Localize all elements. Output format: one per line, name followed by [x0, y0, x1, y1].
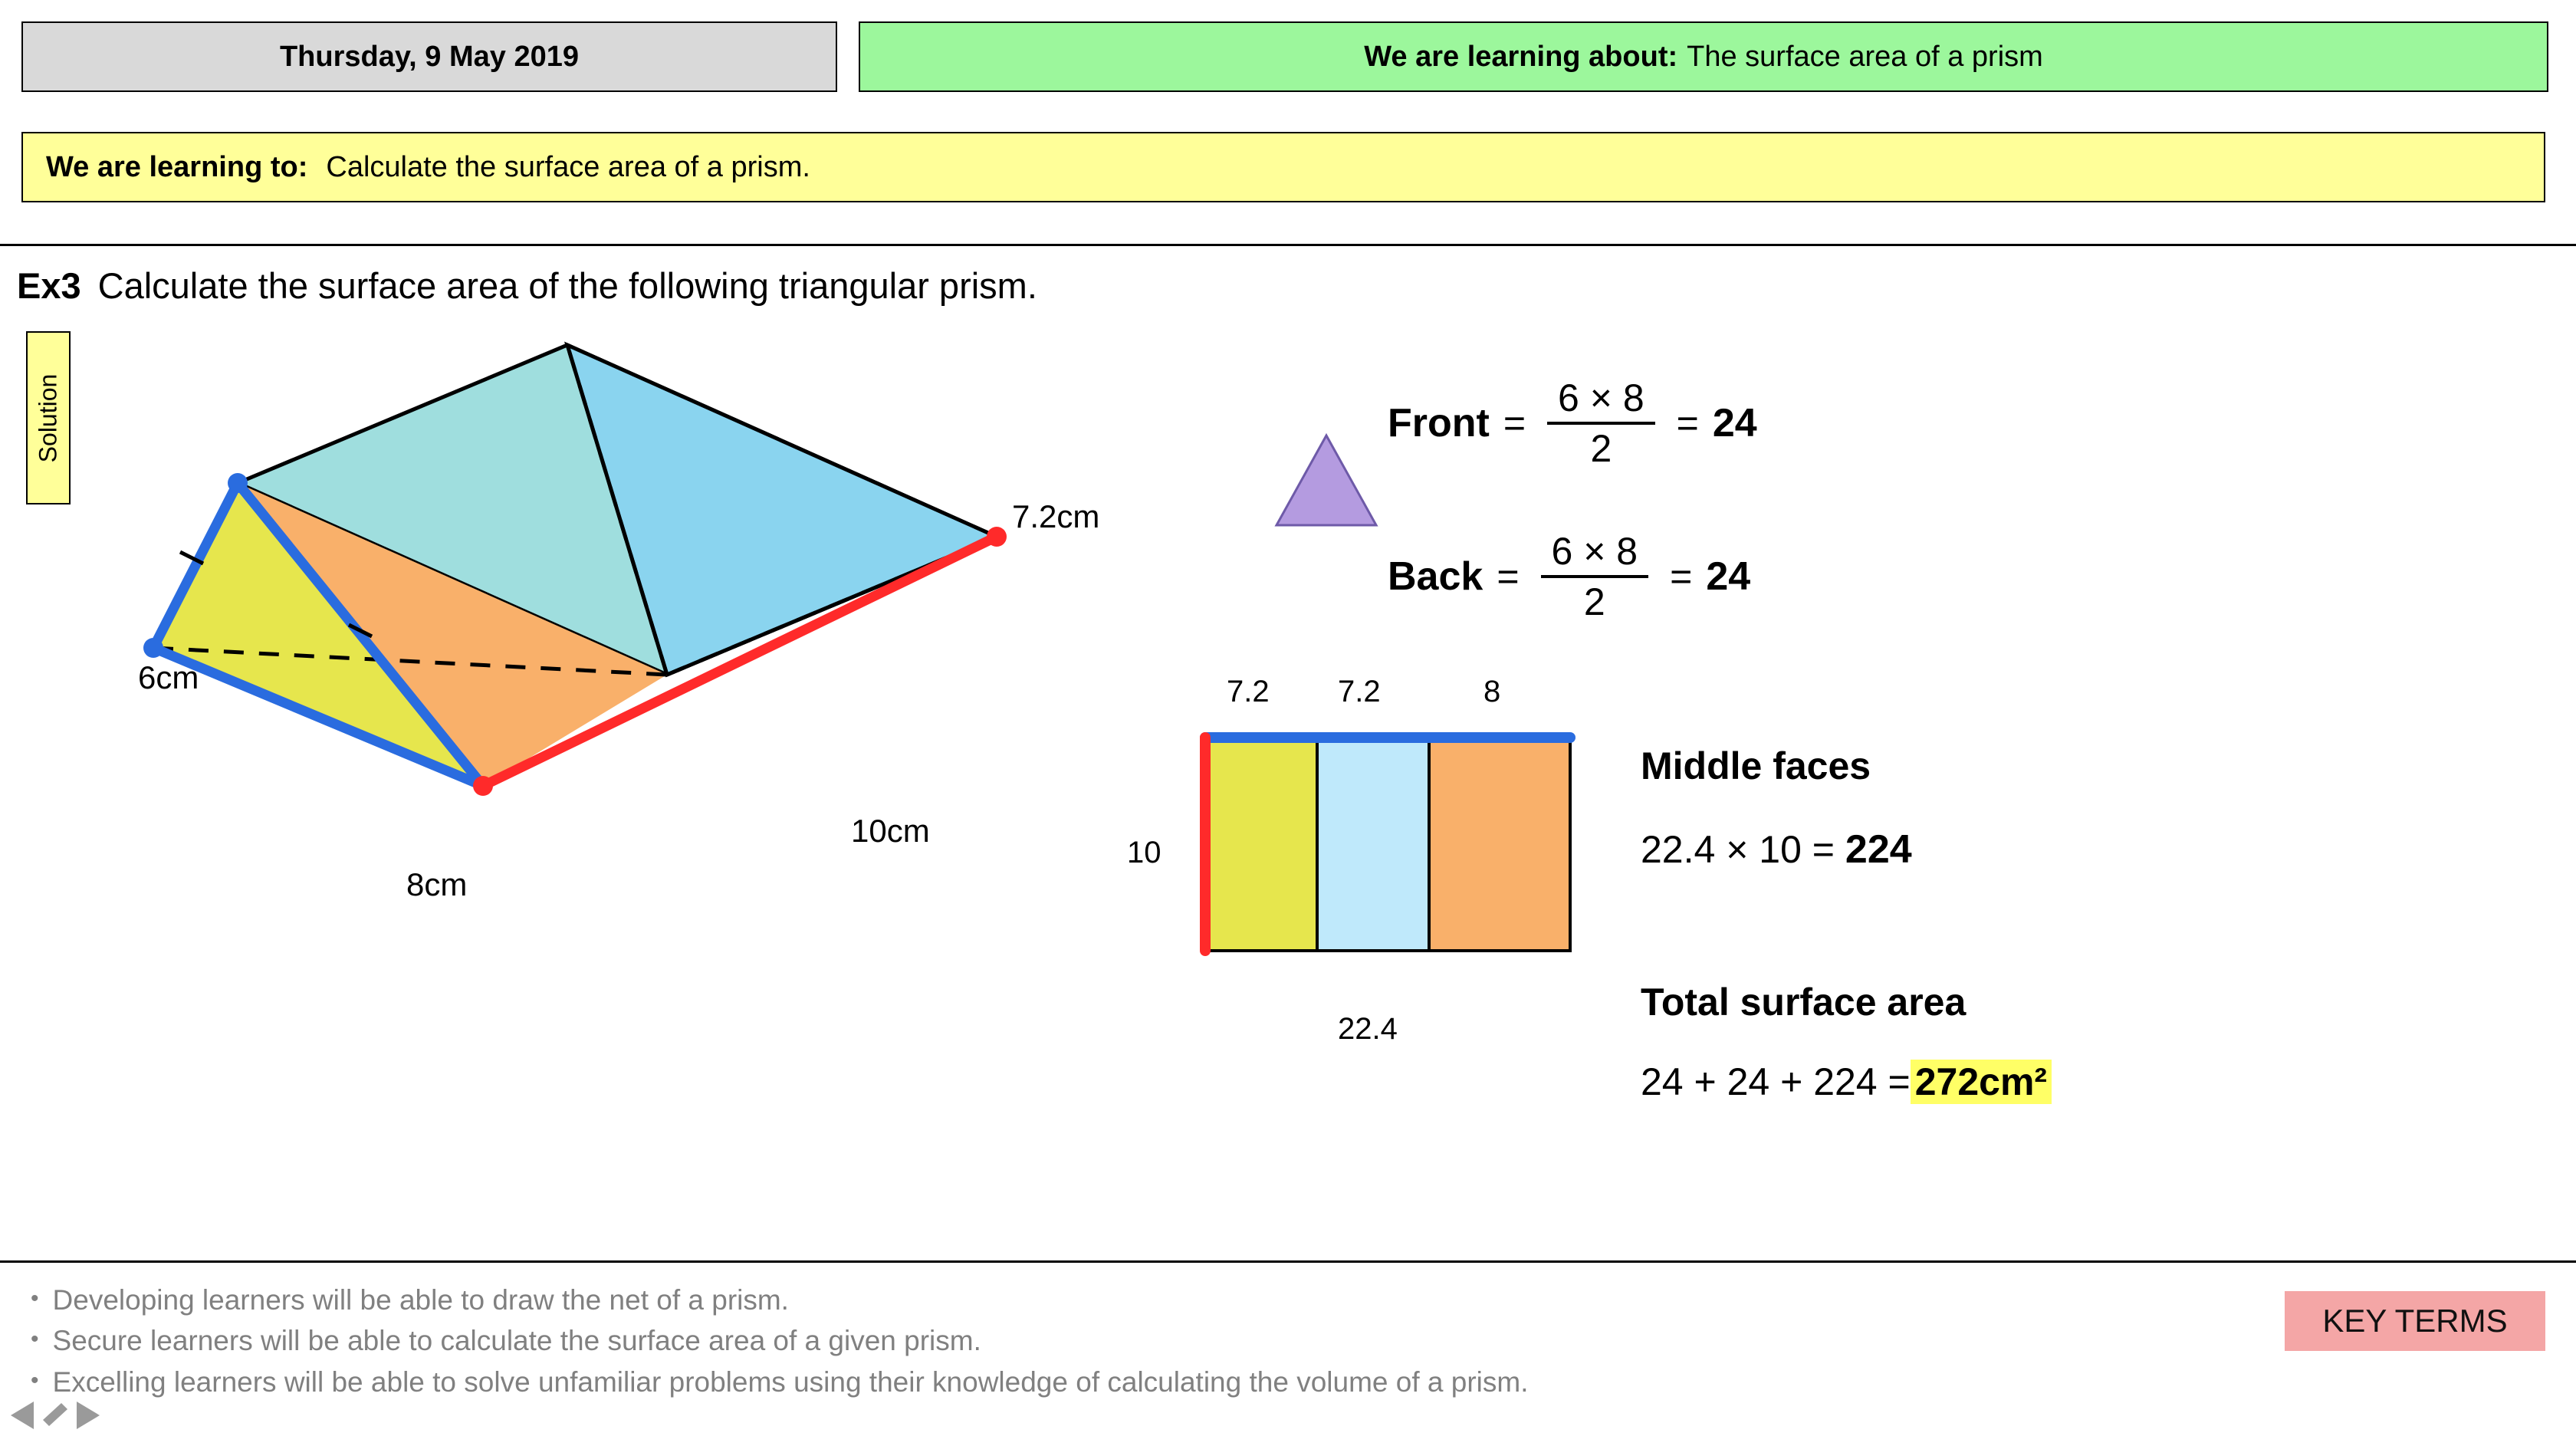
question-line — [17, 262, 2394, 308]
total-surface-area-title: Total surface area — [1641, 981, 1967, 1024]
objective-text: Excelling learners will be able to solve unfamiliar problems using their knowledge of calculating the volume of a prism. — [52, 1365, 1529, 1398]
learning-about-text: The surface area of a prism — [1687, 40, 2043, 73]
vertex-dot-right — [987, 527, 1007, 547]
net-face-orange — [1429, 738, 1570, 951]
date-banner — [21, 21, 837, 92]
triangle-icon — [1273, 429, 1380, 529]
prism-base-label: 8cm — [406, 866, 468, 902]
middle-faces-expression: 22.4 × 10 = — [1641, 828, 1845, 871]
net-top-label-b: 7.2 — [1338, 675, 1381, 708]
date-text: Thursday, 9 May 2019 — [279, 40, 580, 73]
learning-to-text: Calculate the surface area of a prism. — [326, 150, 810, 183]
total-answer-highlight: 272cm² — [1911, 1060, 2052, 1104]
back-label: Back — [1388, 554, 1484, 599]
middle-faces-answer: 224 — [1845, 827, 1912, 872]
key-terms-label: KEY TERMS — [2322, 1303, 2508, 1339]
learning-to-banner — [21, 132, 2545, 202]
back-face-working — [1388, 529, 1750, 624]
question-text: Calculate the surface area of the following triangular prism. — [97, 265, 1037, 306]
learning-about-banner — [859, 21, 2548, 92]
back-numerator: 6 × 8 — [1551, 530, 1638, 573]
front-face-working — [1388, 376, 1757, 471]
front-label: Front — [1388, 401, 1490, 445]
vertex-dot-left — [143, 638, 163, 658]
front-equals-2: = — [1676, 402, 1699, 445]
back-fraction — [1541, 529, 1649, 624]
back-equals-1: = — [1497, 555, 1520, 598]
footer-divider — [0, 1260, 2576, 1263]
middle-faces-title: Middle faces — [1641, 744, 1871, 787]
net-top-label-a: 7.2 — [1227, 675, 1270, 708]
net-bottom-label: 22.4 — [1338, 1012, 1398, 1046]
objective-text: Secure learners will be able to calculate the surface area of a given prism. — [52, 1325, 981, 1357]
objectives-list — [31, 1282, 2177, 1405]
triangular-prism-diagram — [138, 330, 1150, 897]
solution-tag — [26, 331, 71, 504]
key-terms-button[interactable] — [2285, 1291, 2545, 1351]
back-denominator: 2 — [1583, 580, 1605, 623]
question-number: Ex3 — [17, 265, 81, 306]
front-denominator: 2 — [1590, 427, 1612, 470]
bullet-icon: • — [31, 1286, 39, 1311]
front-numerator: 6 × 8 — [1558, 376, 1644, 419]
header-divider — [0, 244, 2576, 246]
list-item — [31, 1323, 2177, 1359]
back-answer: 24 — [1706, 554, 1751, 599]
front-equals-1: = — [1503, 402, 1526, 445]
prism-slant-label: 7.2cm — [1012, 498, 1100, 534]
learning-to-label: We are learning to: — [46, 150, 308, 183]
net-top-label-c: 8 — [1484, 675, 1501, 708]
previous-slide-icon[interactable] — [11, 1402, 34, 1429]
next-slide-icon[interactable] — [77, 1402, 100, 1429]
learning-about-label: We are learning about: — [1364, 40, 1678, 73]
prism-height-label: 6cm — [138, 659, 199, 695]
vertex-dot-top — [228, 473, 248, 493]
pen-icon[interactable] — [43, 1403, 67, 1426]
list-item — [31, 1364, 2177, 1400]
bullet-icon: • — [31, 1367, 39, 1393]
net-face-yellow — [1205, 738, 1317, 951]
net-diagram — [1196, 730, 1579, 960]
prism-length-label: 10cm — [851, 813, 930, 849]
back-equals-2: = — [1670, 555, 1693, 598]
total-surface-area-calculation — [1641, 1060, 2052, 1104]
front-fraction — [1547, 376, 1655, 471]
vertex-dot-bottom — [473, 776, 493, 796]
list-item — [31, 1282, 2177, 1318]
bullet-icon: • — [31, 1326, 39, 1352]
solution-tag-label: Solution — [34, 373, 62, 462]
total-expression: 24 + 24 + 224 = — [1641, 1060, 1911, 1103]
navigation-arrows[interactable] — [8, 1394, 184, 1437]
net-left-label: 10 — [1127, 836, 1162, 869]
middle-faces-calculation — [1641, 827, 1912, 873]
net-face-blue — [1317, 738, 1429, 951]
front-answer: 24 — [1712, 401, 1757, 445]
objective-text: Developing learners will be able to draw the net of a prism. — [52, 1284, 789, 1316]
